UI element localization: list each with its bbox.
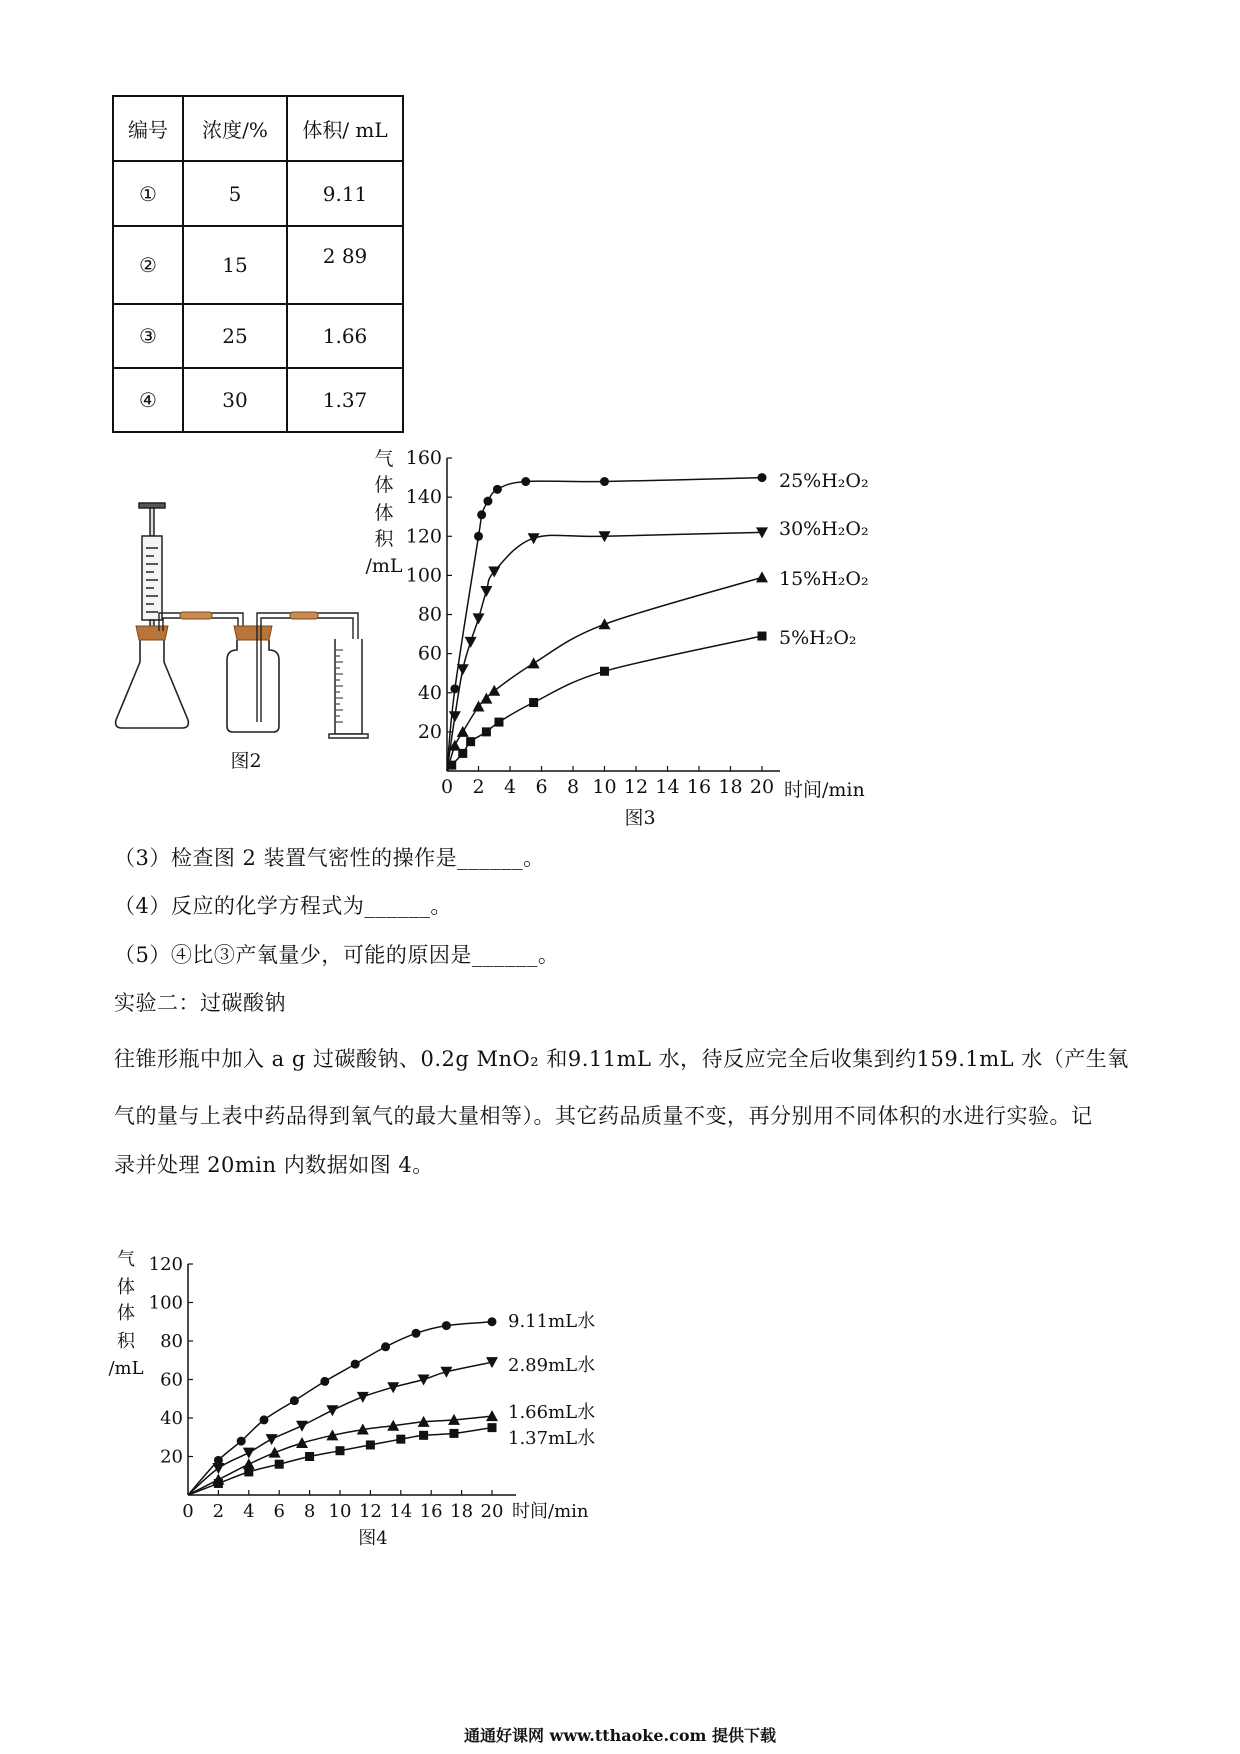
table-cell: ④ (113, 368, 183, 432)
data-point (600, 667, 609, 676)
table-header-row (113, 96, 403, 161)
series-label: 1.66mL水 (508, 1402, 596, 1423)
x-tick-label: 8 (566, 776, 580, 798)
y-tick-label: 160 (405, 447, 442, 470)
table-cell: ② (113, 226, 183, 304)
data-point (305, 1452, 314, 1461)
data-point (412, 1329, 421, 1338)
y-tick-label: 100 (148, 1292, 183, 1314)
y-tick-label: 40 (160, 1408, 183, 1429)
data-point (351, 1360, 360, 1369)
conical-flask (116, 640, 189, 728)
x-tick-label: 20 (749, 776, 775, 798)
table-cell: 5 (183, 161, 287, 226)
data-point (477, 510, 486, 519)
y-axis-label: 体 (374, 474, 394, 496)
series-line (447, 636, 762, 771)
series-line (188, 1428, 492, 1495)
x-tick-label: 4 (243, 1501, 255, 1522)
data-point (457, 664, 469, 675)
data-point (482, 727, 491, 736)
x-tick-label: 12 (623, 776, 649, 798)
series-label: 9.11mL水 (508, 1311, 596, 1332)
table-cell: ① (113, 161, 183, 226)
table-cell: 1.66 (287, 304, 403, 368)
x-tick-label: 10 (592, 776, 617, 798)
series-label: 25%H₂O₂ (779, 470, 869, 492)
data-point (488, 1317, 497, 1326)
data-point (493, 485, 502, 494)
data-point (758, 473, 767, 482)
figure-2-apparatus (100, 490, 380, 780)
question-5: （5）④比③产氧量少，可能的原因是______。 (114, 943, 560, 967)
y-tick-label: 60 (160, 1369, 183, 1391)
data-point (450, 1429, 459, 1438)
data-point (357, 1392, 369, 1403)
data-point (600, 477, 609, 486)
data-point (366, 1440, 375, 1449)
figure-caption: 图3 (624, 807, 656, 829)
gas-washing-bottle (227, 640, 279, 732)
data-point (474, 532, 483, 541)
x-axis-label: 时间/min (784, 779, 865, 801)
data-point (260, 1415, 269, 1424)
y-axis-label: /mL (365, 555, 403, 577)
data-point (473, 613, 485, 624)
table-header-cell: 浓度/% (183, 96, 287, 161)
x-tick-label: 16 (686, 776, 712, 798)
y-tick-label: 80 (160, 1331, 183, 1352)
x-tick-label: 10 (328, 1501, 352, 1522)
table-row (113, 304, 403, 368)
x-tick-label: 12 (358, 1501, 382, 1522)
rubber-connector (290, 612, 318, 619)
table-header-cell: 体积/ mL (287, 96, 403, 161)
data-point (488, 685, 500, 696)
series-label: 15%H₂O₂ (779, 568, 869, 590)
data-point (381, 1342, 390, 1351)
data-point (275, 1460, 284, 1469)
table-cell: ③ (113, 304, 183, 368)
data-point (457, 726, 469, 737)
table-cell: 1.37 (287, 368, 403, 432)
table-cell: 15 (183, 226, 287, 304)
data-point (528, 533, 540, 544)
x-tick-label: 2 (472, 776, 485, 798)
data-point (529, 698, 538, 707)
data-point (447, 761, 456, 770)
y-axis-label: /mL (108, 1358, 144, 1379)
data-point (442, 1321, 451, 1330)
table-row (113, 368, 403, 432)
data-point (212, 1463, 224, 1474)
series-line (188, 1416, 492, 1495)
data-point (494, 718, 503, 727)
series-label: 1.37mL水 (508, 1428, 596, 1449)
experiment-2-text-line: 录并处理 20min 内数据如图 4。 (114, 1153, 434, 1177)
y-axis-label: 气 (117, 1249, 135, 1270)
table-cell: 30 (183, 368, 287, 432)
x-tick-label: 18 (718, 776, 743, 798)
data-point (243, 1448, 255, 1459)
data-point (266, 1434, 278, 1445)
question-4: （4）反应的化学方程式为______。 (114, 894, 452, 918)
data-point (486, 1410, 498, 1421)
figure-4-chart (100, 1240, 640, 1560)
data-point (336, 1446, 345, 1455)
data-point (488, 1423, 497, 1432)
x-tick-label: 6 (273, 1501, 285, 1522)
y-tick-label: 20 (417, 720, 442, 743)
y-axis-label: 体 (117, 1277, 135, 1298)
figure-3-chart (340, 440, 880, 840)
data-point (244, 1467, 253, 1476)
y-tick-label: 140 (405, 486, 442, 509)
y-axis-label: 体 (117, 1303, 135, 1324)
table-cell: 25 (183, 304, 287, 368)
y-axis-label: 气 (374, 448, 394, 470)
rubber-connector (180, 612, 212, 619)
data-point (290, 1396, 299, 1405)
x-tick-label: 20 (480, 1501, 504, 1522)
y-tick-label: 120 (405, 525, 442, 548)
y-axis-label: 积 (117, 1331, 135, 1352)
data-point (396, 1435, 405, 1444)
rubber-stopper (234, 626, 272, 640)
table-row (113, 226, 403, 304)
series-line (188, 1322, 492, 1495)
series-label: 30%H₂O₂ (779, 518, 869, 540)
x-axis-label: 时间/min (512, 1501, 589, 1522)
x-tick-label: 6 (535, 776, 548, 798)
data-point (758, 632, 767, 641)
data-point (521, 477, 530, 486)
data-point (756, 571, 768, 582)
table-cell-value: 2 89 (322, 244, 368, 268)
x-tick-label: 0 (182, 1501, 194, 1522)
data-point (269, 1447, 281, 1458)
y-tick-label: 80 (417, 603, 442, 626)
y-tick-label: 40 (417, 681, 442, 704)
data-point (237, 1437, 246, 1446)
y-axis-label: 体 (374, 502, 394, 524)
data-point (466, 737, 475, 746)
experiment-2-heading: 实验二：过碳酸钠 (114, 991, 286, 1015)
x-tick-label: 4 (503, 776, 517, 798)
y-axis-label: 积 (374, 528, 394, 550)
y-tick-label: 120 (148, 1254, 183, 1275)
x-tick-label: 8 (303, 1501, 316, 1522)
figure-2-caption: 图2 (230, 750, 262, 772)
figure-caption: 图4 (358, 1528, 388, 1549)
table-cell (287, 226, 403, 304)
x-tick-label: 0 (440, 776, 454, 798)
data-point (465, 637, 477, 648)
series-label: 2.89mL水 (508, 1355, 596, 1376)
syringe (139, 503, 165, 628)
data-point (528, 657, 540, 668)
y-tick-label: 20 (160, 1446, 183, 1468)
table-header-cell: 编号 (113, 96, 183, 161)
series-label: 5%H₂O₂ (779, 627, 857, 649)
data-point (326, 1405, 338, 1416)
experiment-2-text-line: 往锥形瓶中加入 a g 过碳酸钠、0.2g MnO₂ 和9.11mL 水，待反应完全后收集到约159.1mL 水（产生氧 (114, 1047, 1129, 1071)
data-point (599, 618, 611, 629)
data-point (419, 1431, 428, 1440)
footer-source: 通通好课网 www.tthaoke.com 提供下载 (463, 1726, 777, 1745)
x-tick-label: 16 (419, 1501, 443, 1522)
x-tick-label: 14 (389, 1501, 413, 1522)
series-line (188, 1362, 492, 1495)
data-point (296, 1421, 308, 1432)
question-3: （3）检查图 2 装置气密性的操作是______。 (114, 846, 545, 870)
data-point (214, 1479, 223, 1488)
table-row (113, 161, 403, 226)
x-tick-label: 18 (450, 1501, 474, 1522)
data-point (483, 497, 492, 506)
concentration-table (112, 95, 404, 433)
y-tick-label: 100 (405, 564, 442, 587)
x-tick-label: 14 (655, 776, 680, 798)
table-cell: 9.11 (287, 161, 403, 226)
y-tick-label: 60 (417, 642, 442, 665)
experiment-2-text-line: 气的量与上表中药品得到氧气的最大量相等）。其它药品质量不变，再分别用不同体积的水进行实验。记 (114, 1104, 1093, 1128)
data-point (458, 749, 467, 758)
data-point (320, 1377, 329, 1386)
data-point (480, 586, 492, 597)
x-tick-label: 2 (212, 1501, 225, 1522)
